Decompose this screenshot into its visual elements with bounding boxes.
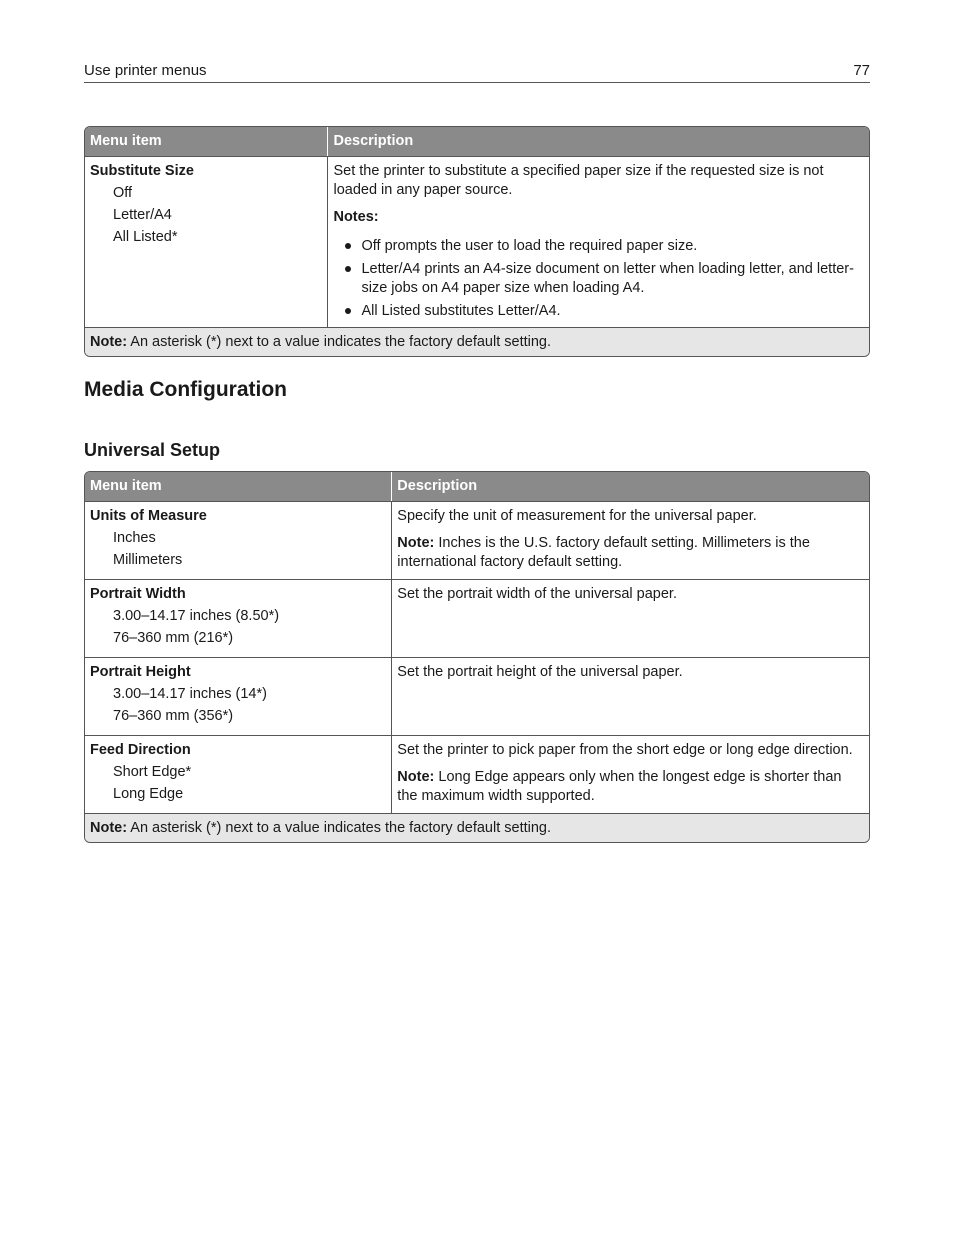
- menu-item-option: 3.00–14.17 inches (14*): [113, 686, 267, 702]
- menu-item-cell: [85, 156, 327, 327]
- note-label: Note:: [397, 535, 435, 551]
- note-text: Inches is the U.S. factory default setting. Millimeters is the international factory default setting.: [397, 535, 810, 570]
- notes-heading: Notes:: [333, 209, 379, 225]
- table-row: [85, 579, 869, 657]
- description-text: Set the printer to substitute a specified paper size if the requested size is not loaded in any paper source.: [333, 163, 824, 198]
- footer-note-text: An asterisk (*) next to a value indicates the factory default setting.: [130, 334, 552, 350]
- footer-note: [85, 327, 869, 356]
- menu-item-option: Inches: [113, 530, 156, 546]
- menu-item-cell: [85, 657, 391, 735]
- table-header-row: [85, 472, 869, 501]
- list-item: Letter/A4 prints an A4-size document on letter when loading letter, and letter-size jobs on A4 paper size when loading A4.: [333, 260, 864, 298]
- footer-note-label: Note:: [90, 334, 128, 350]
- substitute-size-table: [84, 126, 870, 357]
- description-cell: [391, 657, 869, 735]
- universal-setup-table: [84, 471, 870, 843]
- footer-note-text: An asterisk (*) next to a value indicates the factory default setting.: [130, 820, 552, 836]
- menu-item-option: Millimeters: [113, 552, 183, 568]
- menu-item-title: Substitute Size: [90, 163, 194, 179]
- menu-item-title: Units of Measure: [90, 508, 207, 524]
- description-note: [397, 768, 864, 806]
- notes-list: [333, 237, 864, 321]
- footer-note-label: Note:: [90, 820, 128, 836]
- menu-item-option: Short Edge*: [113, 764, 192, 780]
- section-title: Media Configuration: [84, 378, 287, 401]
- subsection-title: Universal Setup: [84, 440, 221, 460]
- menu-item-option: All Listed*: [113, 229, 178, 245]
- menu-item-option: Long Edge: [113, 786, 184, 802]
- column-header-description: Description: [327, 127, 869, 156]
- menu-item-option: 76–360 mm (356*): [113, 708, 234, 724]
- menu-item-cell: [85, 501, 391, 579]
- note-label: Note:: [397, 769, 435, 785]
- menu-item-option: 76–360 mm (216*): [113, 630, 234, 646]
- description-text: Set the printer to pick paper from the short edge or long edge direction.: [397, 742, 853, 758]
- description-cell: [391, 579, 869, 657]
- description-cell: [327, 156, 869, 327]
- column-header-menu-item: Menu item: [85, 472, 391, 501]
- menu-item-title: Portrait Width: [90, 586, 186, 602]
- menu-item-option: Letter/A4: [113, 207, 172, 223]
- running-header-title: Use printer menus: [84, 62, 207, 79]
- table-header-row: [85, 127, 869, 156]
- list-item: Off prompts the user to load the required paper size.: [333, 237, 864, 256]
- table-row: [85, 156, 869, 327]
- table-footer-row: [85, 327, 869, 356]
- list-item: All Listed substitutes Letter/A4.: [333, 302, 864, 321]
- note-text: Long Edge appears only when the longest edge is shorter than the maximum width supported.: [397, 769, 842, 804]
- menu-item-cell: [85, 735, 391, 813]
- table-footer-row: [85, 813, 869, 842]
- page-header: [84, 60, 870, 83]
- description-text: Set the portrait width of the universal paper.: [397, 586, 677, 602]
- table-row: [85, 657, 869, 735]
- footer-note: [85, 813, 869, 842]
- menu-item-cell: [85, 579, 391, 657]
- description-note: [397, 534, 864, 572]
- table-row: [85, 501, 869, 579]
- description-text: Specify the unit of measurement for the universal paper.: [397, 508, 757, 524]
- column-header-description: Description: [391, 472, 869, 501]
- menu-item-option: 3.00–14.17 inches (8.50*): [113, 608, 280, 624]
- description-cell: [391, 735, 869, 813]
- menu-item-title: Portrait Height: [90, 664, 191, 680]
- table-row: [85, 735, 869, 813]
- description-text: Set the portrait height of the universal paper.: [397, 664, 683, 680]
- menu-item-option: Off: [113, 185, 133, 201]
- description-cell: [391, 501, 869, 579]
- menu-item-title: Feed Direction: [90, 742, 191, 758]
- column-header-menu-item: Menu item: [85, 127, 327, 156]
- page-number: 77: [853, 62, 870, 79]
